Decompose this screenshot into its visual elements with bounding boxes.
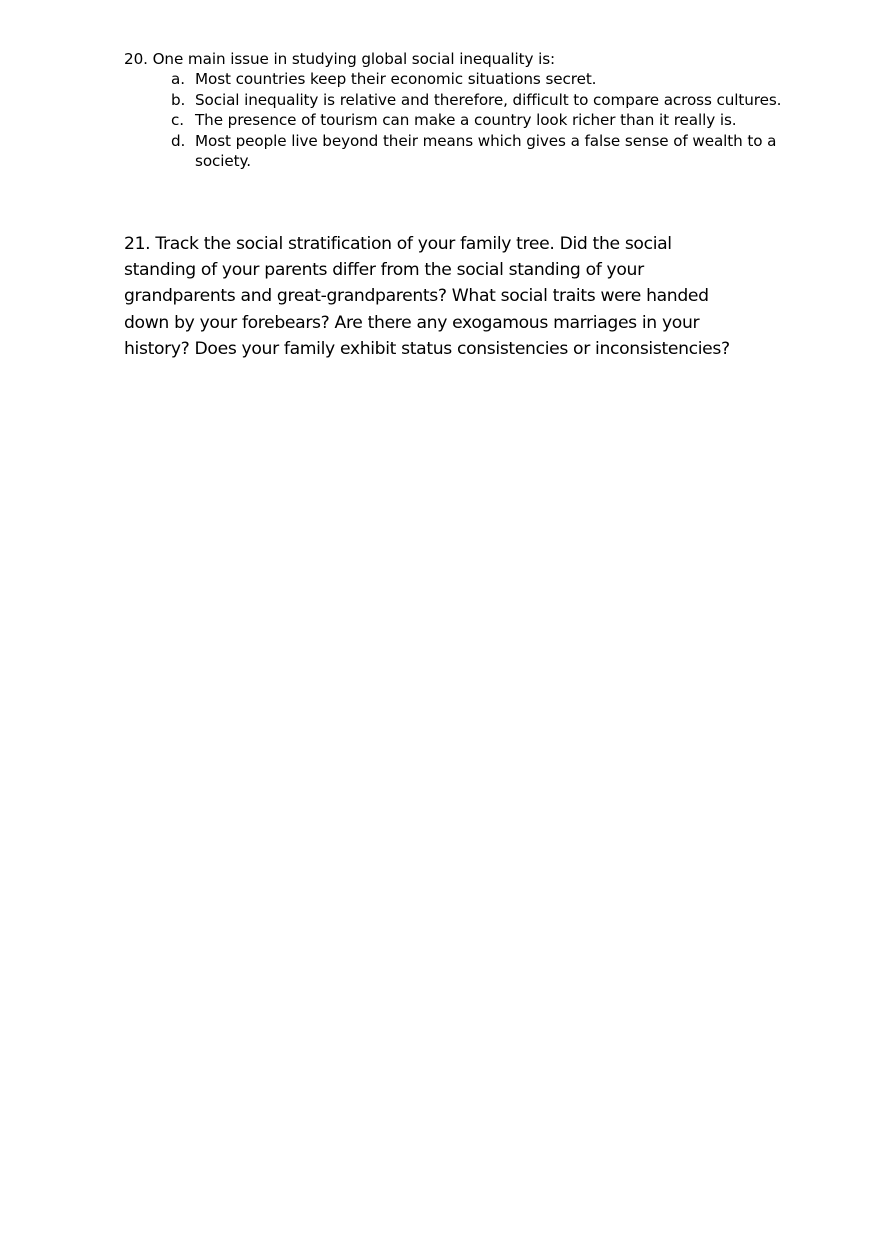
option-text: Most countries keep their economic situations secret. (195, 70, 597, 89)
option-letter: c. (171, 111, 184, 130)
option-text: The presence of tourism can make a country look richer than it really is. (195, 111, 737, 130)
question-20 (124, 49, 784, 171)
option-text: Most people live beyond their means which gives a false sense of wealth to a society. (195, 131, 777, 171)
option-c (171, 110, 784, 130)
option-letter: b. (171, 90, 186, 109)
option-letter: d. (171, 131, 186, 150)
option-d (171, 131, 784, 172)
option-b (171, 90, 784, 110)
option-letter: a. (171, 70, 185, 89)
option-a (171, 69, 784, 89)
option-text: Social inequality is relative and therefore, difficult to compare across cultures. (195, 90, 782, 109)
question-21: 21. Track the social stratification of your family tree. Did the social standing of your parents differ from the social standing of your grandparents and great-grandparents? What social traits were handed down by your forebears? Are there any exogamous marriages in your history? Does your family exhibit status consistencies or inconsistencies? (124, 234, 730, 359)
question-20-options (124, 69, 784, 171)
question-20-stem: 20. One main issue in studying global social inequality is: (124, 50, 556, 68)
